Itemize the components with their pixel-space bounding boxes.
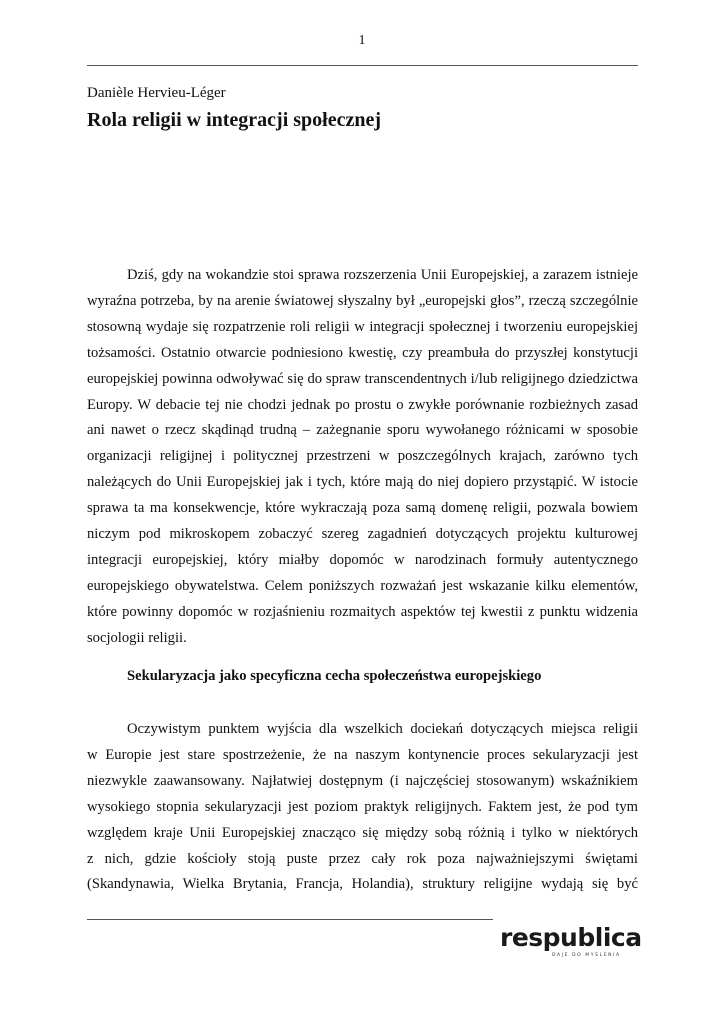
logo-tagline: DAJE DO MYŚLENIA bbox=[552, 953, 621, 958]
paragraph-line: tożsamości. Ostatnio otwarcie podniesiono kwestię, czy preambuła do przyszłej konstytucji bbox=[87, 344, 638, 361]
paragraph-line: niczym pod mikroskopem zobaczyć szereg zagadnień dotyczących projektu kulturowej bbox=[87, 526, 638, 543]
paragraph-line: względem kraje Unii Europejskiej znacząco się między sobą różnią i tylko w niektórych bbox=[87, 824, 638, 841]
paragraph-line: wyraźna potrzeba, by na arenie światowej słyszalny był „europejski głos”, rzeczą szczególnie bbox=[87, 292, 638, 309]
page-number: 1 bbox=[358, 33, 366, 48]
paragraph-line: stosowną wydaje się rozpatrzenie roli religii w integracji społecznej i tworzeniu europejskiej bbox=[87, 318, 638, 335]
header-divider bbox=[87, 65, 638, 66]
paragraph-line: europejskiej powinna odwoływać się do spraw transcendentnych i/lub religijnego dziedzictwa bbox=[87, 370, 638, 387]
logo-wordmark: respublica bbox=[500, 923, 642, 952]
paragraph-line: sprawa ta ma konsekwencje, które wykraczają poza samą domenę religii, pozwala bowiem bbox=[87, 500, 638, 517]
paragraph-line: z nich, gdzie kościoły stoją puste przez cały rok poza najważniejszymi świętami bbox=[87, 850, 638, 867]
paragraph-line: ani nawet o rzecz skądinąd trudną – zażegnanie sporu wywołanego różnicami w sposobie bbox=[87, 422, 638, 439]
paragraph-line: w Europie jest stare spostrzeżenie, że na naszym kontynencie proces sekularyzacji jest bbox=[87, 746, 638, 763]
paragraph-line: Europy. W debacie tej nie chodzi jednak po prostu o zwykłe porównanie rozbieżnych zasad bbox=[87, 396, 638, 413]
paragraph-line: socjologii religii. bbox=[87, 629, 187, 646]
section-heading: Sekularyzacja jako specyficzna cecha społeczeństwa europejskiego bbox=[127, 668, 542, 684]
article-title: Rola religii w integracji społecznej bbox=[87, 109, 382, 131]
paragraph-line: europejskiego obywatelstwa. Celem poniższych rozważań jest wskazanie kilku elementów, bbox=[87, 577, 638, 594]
paragraph-line: organizacji religijnej i politycznej przestrzeni w poszczególnych krajach, zarówno tych bbox=[87, 448, 638, 465]
paragraph-line: które powinny dopomóc w rozjaśnieniu rozmaitych aspektów tej kwestii z punktu widzenia bbox=[87, 603, 638, 620]
respublica-logo bbox=[496, 922, 642, 962]
paragraph-line: integracji europejskiej, który miałby dopomóc w narodzinach formuły autentycznego bbox=[87, 551, 638, 568]
paragraph-line: niezwykle zaawansowany. Najłatwiej dostępnym (i najczęściej stosowanym) wskaźnikiem bbox=[87, 772, 638, 789]
paragraph-intro bbox=[87, 263, 638, 652]
author-name: Danièle Hervieu-Léger bbox=[87, 85, 226, 101]
paragraph-line: Oczywistym punktem wyjścia dla wszelkich dociekań dotyczących miejsca religii bbox=[127, 721, 638, 737]
footer-divider bbox=[87, 919, 493, 920]
paragraph-line: Dziś, gdy na wokandzie stoi sprawa rozszerzenia Unii Europejskiej, a zarazem istnieje bbox=[127, 267, 638, 283]
paragraph-line: (Skandynawia, Wielka Brytania, Francja, Holandia), struktury religijne wydają się być bbox=[87, 876, 638, 893]
paragraph-secularization bbox=[87, 717, 638, 898]
paragraph-line: należących do Unii Europejskiej jak i tych, które mają do niej dopiero przystąpić. W istocie bbox=[87, 474, 638, 491]
paragraph-line: wysokiego stopnia sekularyzacji jest poziom praktyk religijnych. Faktem jest, że pod tym bbox=[87, 798, 638, 815]
